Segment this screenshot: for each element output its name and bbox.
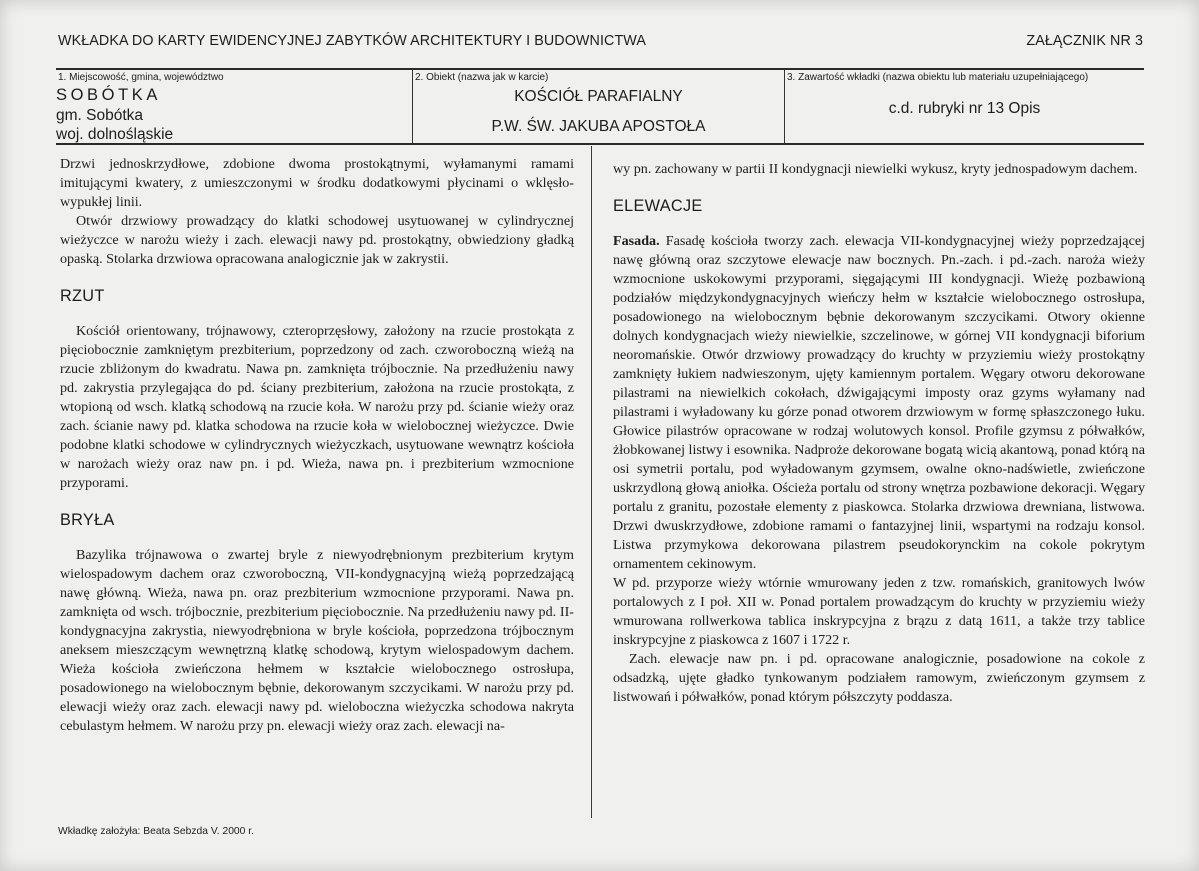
contents-field — [784, 70, 1144, 143]
column-divider — [591, 146, 592, 818]
rzut-paragraph: Kościół orientowany, trójnawowy, czteroprzęsłowy, założony na rzucie prostokąta z pięciobocznie zamkniętym prezbiterium, poprzedzony od zach. czworoboczną wieżą na rzucie zbliżonym do kwadratu. Nawa pn. zamknięta trójbocznie. Na przedłużeniu nawy pd. zakrystia przylegająca do pd. ściany prezbiterium, założona na rzucie prostokąta, z wtopioną od wsch. klatką schodową na rzucie koła. W narożu przy pd. ścianie wieży oraz zach. ścianie nawy pd. klatka schodowa na rzucie koła w wielobocznej wieżyczce. Dwie podobne klatki schodowe w cylindrycznych wieżyczkach, usytuowane wewnątrz kościoła w narożach wieży oraz naw pn. i pd. Wieża, nawa pn. i prezbiterium wzmocnione przyporami. — [60, 323, 574, 491]
west-elevation-paragraph: Zach. elewacje naw pn. i pd. opracowane analogicznie, posadowione na cokole z odsadzką, ujęte gładko tynkowanym podziałem ramowym, zwieńczonym gzymsem z listwowań i półwałków, ponad którym półszczyty poddasza. — [613, 651, 1145, 705]
bryla-heading: BRYŁA — [60, 511, 115, 529]
fasada-text: Fasadę kościoła tworzy zach. elewacja VII-kondygnacyjnej wieży poprzedzającej nawę główną oraz szczytowe elewacje naw bocznych. Pn.-zach. i pd.-zach. naroża wieży wzmocnione uskokowymi przyporami, sięgającymi III kondygnacji. Wieżę pozbawioną podziałów międzykondygnacyjnych wieńczy hełm w kształcie wielobocznego ostrosłupa, posadowionego na wielobocznym bębnie dekorowanym szczycikami. Otwory okienne dolnych kondygnacjach wieży niewielkie, szczelinowe, w górnej VII kondygnacji biforium neoromańskie. Otwór drzwiowy prowadzący do kruchty w przyziemiu wieży prostokątny zamknięty łukiem nadwieszonym, ujęty kamiennym portalem. Węgary otworu dekorowane pilastrami na niewielkich cokołach, dźwigającymi imposty oraz gzyms wyłamany nad pilastrami i wyładowany ku górze ponad otworem drzwiowym w formę spłaszczonego łuku. Głowice pilastrów opracowane w rodzaj wolutowych konsol. Profile gzymsu z półwałków, żłobkowanej listwy i esownika. Nadproże dekorowane bogatą wicią akantową, ponad którą na osi symetrii portalu, pod wyładowanym gzymsem, owalne okno-nadświetle, zwieńczone uskrzydloną głową aniołka. Ościeża portalu od strony wnętrza pozbawione dekoracji. Węgary portalu z granitu, pozostałe elementy z piaskowca. Stolarka drzwiowa drewniana, listwowa. Drzwi dwuskrzydłowe, zdobione ramami o fantazyjnej linii, wspartymi na rodzaju konsol. Listwa przymykowa dekorowana pilastrem pseudokorynckim na cokole pokrytym ornamentem cekinowym. — [613, 233, 1145, 572]
form-title: WKŁADKA DO KARTY EWIDENCYJNEJ ZABYTKÓW ARCHITEKTURY I BUDOWNICTWA — [58, 33, 646, 49]
left-column — [60, 155, 574, 736]
doors-paragraph: Drzwi jednoskrzydłowe, zdobione dwoma prostokątnymi, wyłamanymi ramami imitującymi kwatery, z umieszczonymi w środku dodatkowymi płycinami o wklęsło-wypukłej linii. — [60, 156, 574, 210]
province-name: woj. dolnośląskie — [56, 126, 174, 143]
fasada-label: Fasada. — [613, 233, 660, 249]
annex-label: ZAŁĄCZNIK NR 3 — [1026, 33, 1143, 49]
location-field — [56, 70, 412, 143]
right-column — [613, 160, 1145, 707]
town-name: SOBÓTKA — [56, 86, 161, 104]
rzut-heading: RZUT — [60, 287, 105, 305]
bryla-paragraph: Bazylika trójnawowa o zwartej bryle z niewyodrębnionym prezbiterium krytym wielospadowym dachem oraz czworoboczną, VII-kondygnacyjną wieżą poprzedzającą nawę główną. Wieża, nawa pn. oraz prezbiterium wzmocnione przyporami. Nawa pn. zamknięta od wsch. trójbocznie, prezbiterium pięciobocznie. Na przedłużeniu nawy pd. II-kondygnacyjna zakrystia, niewyodrębniona w bryle kościoła, poprzedzona trójbocznym aneksem mieszczącym wewnętrzną klatkę schodową, krytym wielospadowym dachem. Wieża kościoła zwieńczona hełmem w kształcie wielobocznego ostrosłupa, posadowionego na wielobocznym bębnie, dekorowanym szczycikami. W narożu przy pd. elewacji wieży oraz zach. elewacji nawy pd. wieloboczna wieżyczka schodowa nakryta cebulastym hełmem. W narożu przy pn. elewacji wieży oraz zach. elewacji na- — [60, 547, 574, 734]
object-label: 2. Obiekt (nazwa jak w karcie) — [415, 72, 549, 83]
object-name-line1: KOŚCIÓŁ PARAFIALNY — [514, 88, 683, 105]
contents-value: c.d. rubryki nr 13 Opis — [888, 100, 1041, 117]
contents-label: 3. Zawartość wkładki (nazwa obiektu lub materiału uzupełniającego) — [787, 72, 1089, 83]
lions-paragraph: W pd. przyporze wieży wtórnie wmurowany jeden z tzw. romańskich, granitowych lwów portalowych z I poł. XII w. Ponad portalem prowadzącym do kruchty w przyziemiu wieży wmurowana rollwerkowa tablica inskrypcyjna z brązu z datą 1611, a także trzy tablice inskrypcyjne z piaskowca z 1607 i 1722 r. — [613, 575, 1145, 648]
commune-name: gm. Sobótka — [56, 107, 144, 124]
author-note: Wkładkę założyła: Beata Sebzda V. 2000 r. — [58, 826, 254, 837]
object-name-line2: P.W. ŚW. JAKUBA APOSTOŁA — [491, 118, 706, 135]
stair-door-paragraph: Otwór drzwiowy prowadzący do klatki schodowej usytuowanej w cylindrycznej wieżyczce w narożu wieży i zach. elewacji nawy pd. prostokątny, obwiedziony gładką opaską. Stolarka drzwiowa opracowana analogicznie jak w zakrystii. — [60, 213, 574, 267]
identification-fields — [56, 68, 1144, 145]
location-label: 1. Miejscowość, gmina, województwo — [58, 72, 224, 83]
page-header — [58, 33, 1143, 53]
elewacje-heading: ELEWACJE — [613, 197, 703, 215]
object-field — [412, 70, 784, 143]
continuation-paragraph: wy pn. zachowany w partii II kondygnacji niewielki wykusz, kryty jednospadowym dachem. — [613, 161, 1138, 177]
fasada-paragraph — [613, 232, 1145, 574]
